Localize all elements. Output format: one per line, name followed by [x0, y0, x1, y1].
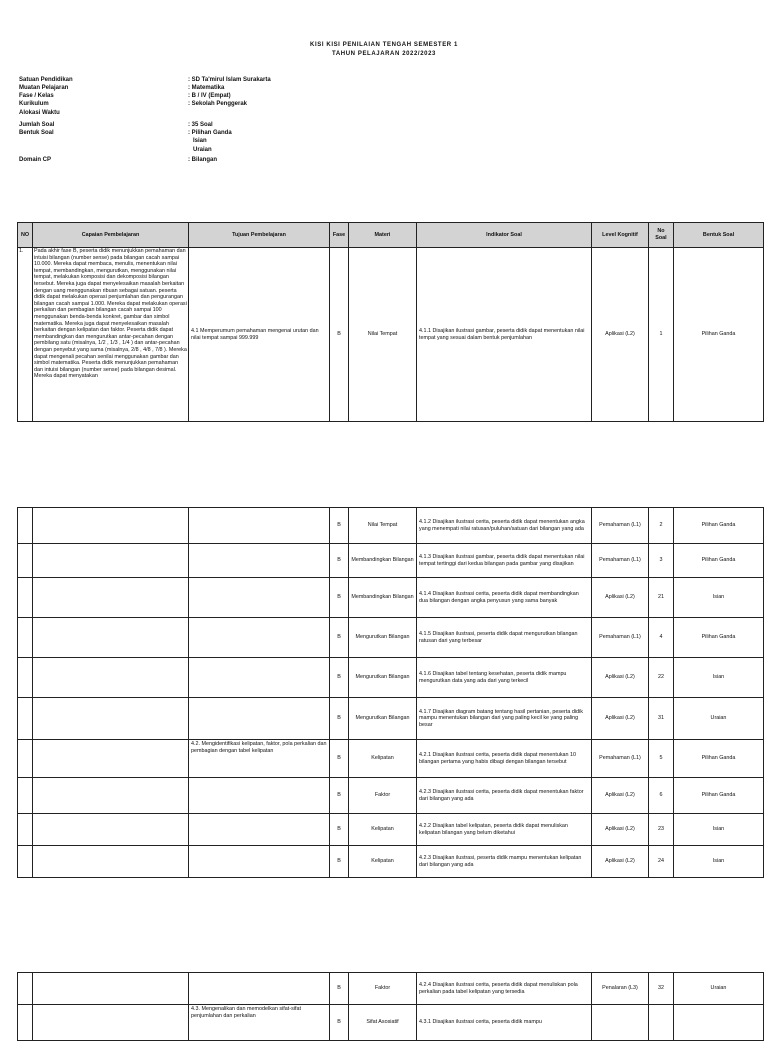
- info-value: : B / IV (Empat): [188, 93, 231, 99]
- nosoal-cell: 23: [649, 814, 674, 846]
- fase-cell: B: [330, 544, 349, 578]
- bentuk-cell: Pilihan Ganda: [674, 740, 764, 778]
- tujuan-cell: [189, 778, 330, 814]
- fase-cell: B: [330, 814, 349, 846]
- kisi-table-2: [17, 507, 764, 878]
- nosoal-cell: 3: [649, 544, 674, 578]
- info-label: Kurikulum: [19, 101, 49, 107]
- no-cell: [18, 846, 33, 878]
- capaian-cell: [33, 578, 189, 618]
- info-label: Fase / Kelas: [19, 93, 54, 99]
- bentuk-cell: Isian: [674, 658, 764, 698]
- nosoal-cell: 6: [649, 778, 674, 814]
- indikator-cell: 4.1.5 Disajikan ilustrasi, peserta didik dapat mengurutkan bilangan ratusan dari yang terbesar: [417, 618, 592, 658]
- capaian-cell: [33, 658, 189, 698]
- header-cell: Capaian Pembelajaran: [33, 223, 189, 248]
- table-row: [18, 508, 764, 544]
- no-cell: 1.: [18, 248, 33, 422]
- level-cell: Pemahaman (L1): [592, 618, 649, 658]
- tujuan-cell: [189, 814, 330, 846]
- info-value: : Pilihan Ganda: [188, 130, 232, 136]
- bentuk-cell: Isian: [674, 578, 764, 618]
- nosoal-cell: 1: [649, 248, 674, 422]
- info-label: Jumlah Soal: [19, 122, 55, 128]
- nosoal-cell: 24: [649, 846, 674, 878]
- fase-cell: B: [330, 973, 349, 1005]
- fase-cell: B: [330, 778, 349, 814]
- bentuk-cell: Pilihan Ganda: [674, 544, 764, 578]
- materi-cell: Mengurutkan Bilangan: [349, 658, 417, 698]
- no-cell: [18, 578, 33, 618]
- tujuan-cell: [189, 698, 330, 740]
- kisi-table-3: [17, 972, 764, 1041]
- nosoal-cell: 2: [649, 508, 674, 544]
- materi-cell: Kelipatan: [349, 814, 417, 846]
- table-row: [18, 248, 764, 422]
- table-row: [18, 578, 764, 618]
- info-label: Alokasi Waktu: [19, 110, 60, 116]
- materi-cell: Faktor: [349, 778, 417, 814]
- tujuan-cell: 4.2. Mengidentifikasi kelipatan, faktor, pola perkalian dan pembagian dengan tabel kelipatan: [189, 740, 330, 778]
- header-cell: NO: [18, 223, 33, 248]
- capaian-cell: [33, 778, 189, 814]
- capaian-cell: [33, 618, 189, 658]
- no-cell: [18, 778, 33, 814]
- level-cell: Aplikasi (L2): [592, 248, 649, 422]
- fase-cell: B: [330, 658, 349, 698]
- no-cell: [18, 544, 33, 578]
- level-cell: Pemahaman (L1): [592, 544, 649, 578]
- nosoal-cell: 32: [649, 973, 674, 1005]
- level-cell: Aplikasi (L2): [592, 658, 649, 698]
- bentuk-cell: Isian: [674, 814, 764, 846]
- nosoal-cell: 21: [649, 578, 674, 618]
- no-cell: [18, 618, 33, 658]
- info-value: Isian: [193, 138, 207, 144]
- indikator-cell: 4.3.1 Disajikan ilustrasi cerita, peserta didik mampu: [417, 1005, 592, 1041]
- capaian-cell: [33, 248, 189, 422]
- table-row: [18, 698, 764, 740]
- info-value: : SD Ta'mirul Islam Surakarta: [188, 77, 271, 83]
- materi-cell: Kelipatan: [349, 846, 417, 878]
- tujuan-cell: 4.1 Memperumum pemahaman mengenai urutan dan nilai tempat sampai 999.999: [189, 248, 330, 422]
- capaian-cell: [33, 973, 189, 1005]
- materi-cell: Kelipatan: [349, 740, 417, 778]
- header-cell: Indikator Soal: [417, 223, 592, 248]
- tujuan-cell: [189, 658, 330, 698]
- level-cell: Aplikasi (L2): [592, 778, 649, 814]
- indikator-cell: 4.2.2 Disajikan tabel kelipatan, peserta didik dapat menuliskan kelipatan bilangan yang belum diketahui: [417, 814, 592, 846]
- tujuan-cell: [189, 973, 330, 1005]
- indikator-cell: 4.1.6 Disajikan tabel tentang kesehatan, peserta didik mampu mengurutkan data yang ada dari yang terkecil: [417, 658, 592, 698]
- level-cell: Aplikasi (L2): [592, 814, 649, 846]
- header-cell: Bentuk Soal: [674, 223, 764, 248]
- document-title: KISI KISI PENILAIAN TENGAH SEMESTER 1: [310, 42, 458, 48]
- no-cell: [18, 1005, 33, 1041]
- fase-cell: B: [330, 846, 349, 878]
- tujuan-cell: [189, 544, 330, 578]
- capaian-cell: [33, 508, 189, 544]
- table-row: [18, 544, 764, 578]
- info-value: : Sekolah Penggerak: [188, 101, 248, 107]
- indikator-cell: 4.1.4 Disajikan ilustrasi cerita, peserta didik dapat membandingkan dua bilangan dengan angka penyusun yang sama banyak: [417, 578, 592, 618]
- bentuk-cell: Pilihan Ganda: [674, 778, 764, 814]
- indikator-cell: 4.1.3 Disajikan ilustrasi gambar, peserta didik dapat menentukan nilai tempat tertinggi dari kedua bilangan pada gambar yang disajikan: [417, 544, 592, 578]
- header-cell: Tujuan Pembelajaran: [189, 223, 330, 248]
- table-header-row: [18, 223, 764, 248]
- bentuk-cell: Pilihan Ganda: [674, 508, 764, 544]
- info-value: : Matematika: [188, 85, 225, 91]
- header-cell: Materi: [349, 223, 417, 248]
- no-cell: [18, 973, 33, 1005]
- document-subtitle: TAHUN PELAJARAN 2022/2023: [332, 51, 436, 57]
- level-cell: Penalaran (L3): [592, 973, 649, 1005]
- table-row: [18, 740, 764, 778]
- nosoal-cell: 31: [649, 698, 674, 740]
- info-value: : 35 Soal: [188, 122, 213, 128]
- materi-cell: Mengurutkan Bilangan: [349, 618, 417, 658]
- fase-cell: B: [330, 248, 349, 422]
- indikator-cell: 4.1.2 Disajikan ilustrasi cerita, peserta didik dapat menentukan angka yang menempati nilai ratusan/puluhan/satuan dari bilangan yang ada: [417, 508, 592, 544]
- indikator-cell: 4.1.1 Disajikan ilustrasi gambar, peserta didik dapat menentukan nilai tempat yang sesuai dalam bentuk penjumlahan: [417, 248, 592, 422]
- no-cell: [18, 814, 33, 846]
- capaian-text: Pada akhir fase B, peserta didik menunjukkan pemahaman dan intuisi bilangan (number sense) pada bilangan cacah sampai 10.000. Mereka dapat membaca, menulis, menentukan nilai tempat, membandingkan, mengurutkan, menggunakan nilai tempat, melakukan komposisi dan dekomposisi bilangan tersebut. Mereka juga dapat menyelesaikan masalah berkaitan dengan uang menggunakan ribuan sebagai satuan. peserta didik dapat melakukan operasi penjumlahan dan pengurangan bilangan cacah sampai 1.000. Mereka dapat melakukan operasi perkalian dan pembagian bilangan cacah sampai 100 menggunakan benda-benda konkret, gambar dan simbol matematika. Mereka juga dapat menyelesaikan masalah berkaitan dengan kelipatan dan faktor. Peserta didik dapat membandingkan dan mengurutkan antar-pecahan dengan pembilang satu (misalnya, 1/2 , 1/3 , 1/4 ) dan antar-pecahan dengan penyebut yang sama (misalnya, 2/8 , 4/8 , 7/8 ). Mereka dapat mengenali pecahan senilai menggunakan gambar dan simbol matematika. Peserta didik menunjukkan pemahaman dan intuisi bilangan (number sense) pada bilangan desimal. Mereka dapat menyatakan: [34, 248, 187, 380]
- table-row: [18, 846, 764, 878]
- tujuan-cell: 4.3. Mengenalikan dan memodelkan sifat-sifat penjumlahan dan perkalian: [189, 1005, 330, 1041]
- bentuk-cell: Pilihan Ganda: [674, 248, 764, 422]
- no-cell: [18, 508, 33, 544]
- materi-cell: Nilai Tempat: [349, 248, 417, 422]
- tujuan-cell: [189, 508, 330, 544]
- table-row: [18, 778, 764, 814]
- info-label: Bentuk Soal: [19, 130, 54, 136]
- capaian-cell: [33, 846, 189, 878]
- bentuk-cell: Pilihan Ganda: [674, 618, 764, 658]
- capaian-cell: [33, 1005, 189, 1041]
- info-value: Uraian: [193, 147, 212, 153]
- indikator-cell: 4.2.3 Disajikan ilustrasi, peserta didik mampu menentukan kelipatan dari bilangan yang ada: [417, 846, 592, 878]
- fase-cell: B: [330, 578, 349, 618]
- info-label: Satuan Pendidikan: [19, 77, 73, 83]
- no-cell: [18, 698, 33, 740]
- bentuk-cell: Uraian: [674, 698, 764, 740]
- materi-cell: Faktor: [349, 973, 417, 1005]
- fase-cell: B: [330, 740, 349, 778]
- table-row: [18, 814, 764, 846]
- tujuan-cell: [189, 618, 330, 658]
- materi-cell: Sifat Asosiatif: [349, 1005, 417, 1041]
- indikator-cell: 4.2.3 Disajikan ilustrasi cerita, peserta didik dapat menentukan faktor dari bilangan yang ada: [417, 778, 592, 814]
- info-label: Muatan Pelajaran: [19, 85, 69, 91]
- bentuk-cell: Isian: [674, 846, 764, 878]
- level-cell: [592, 1005, 649, 1041]
- capaian-cell: [33, 544, 189, 578]
- table-row: [18, 618, 764, 658]
- header-cell: No Soal: [649, 223, 674, 248]
- capaian-cell: [33, 698, 189, 740]
- table-row: [18, 973, 764, 1005]
- nosoal-cell: 22: [649, 658, 674, 698]
- materi-cell: Nilai Tempat: [349, 508, 417, 544]
- tujuan-cell: [189, 578, 330, 618]
- header-cell: Level Kognitif: [592, 223, 649, 248]
- bentuk-cell: Uraian: [674, 973, 764, 1005]
- level-cell: Aplikasi (L2): [592, 698, 649, 740]
- fase-cell: B: [330, 1005, 349, 1041]
- indikator-cell: 4.2.4 Disajikan ilustrasi cerita, peserta didik dapat menuliskan pola perkalian pada tabel kelipatan yang tersedia: [417, 973, 592, 1005]
- info-value: : Bilangan: [188, 157, 218, 163]
- fase-cell: B: [330, 508, 349, 544]
- nosoal-cell: 5: [649, 740, 674, 778]
- info-label: Domain CP: [19, 157, 52, 163]
- materi-cell: Mengurutkan Bilangan: [349, 698, 417, 740]
- materi-cell: Membandingkan Bilangan: [349, 578, 417, 618]
- tujuan-cell: [189, 846, 330, 878]
- fase-cell: B: [330, 618, 349, 658]
- level-cell: Aplikasi (L2): [592, 846, 649, 878]
- indikator-cell: 4.1.7 Disajikan diagram batang tentang hasil pertanian, peserta didik mampu menentukan bilangan dari yang paling kecil ke yang paling besar: [417, 698, 592, 740]
- table-row: [18, 1005, 764, 1041]
- level-cell: Aplikasi (L2): [592, 578, 649, 618]
- header-cell: Fase: [330, 223, 349, 248]
- indikator-cell: 4.2.1 Disajikan ilustrasi cerita, peserta didik dapat menentukan 10 bilangan pertama yang habis dibagi dengan bilangan tersebut: [417, 740, 592, 778]
- no-cell: [18, 740, 33, 778]
- capaian-cell: [33, 814, 189, 846]
- level-cell: Pemahaman (L1): [592, 740, 649, 778]
- level-cell: Pemahaman (L1): [592, 508, 649, 544]
- capaian-cell: [33, 740, 189, 778]
- bentuk-cell: [674, 1005, 764, 1041]
- table-row: [18, 658, 764, 698]
- nosoal-cell: 4: [649, 618, 674, 658]
- nosoal-cell: [649, 1005, 674, 1041]
- no-cell: [18, 658, 33, 698]
- materi-cell: Membandingkan Bilangan: [349, 544, 417, 578]
- kisi-table-1: [17, 222, 764, 422]
- fase-cell: B: [330, 698, 349, 740]
